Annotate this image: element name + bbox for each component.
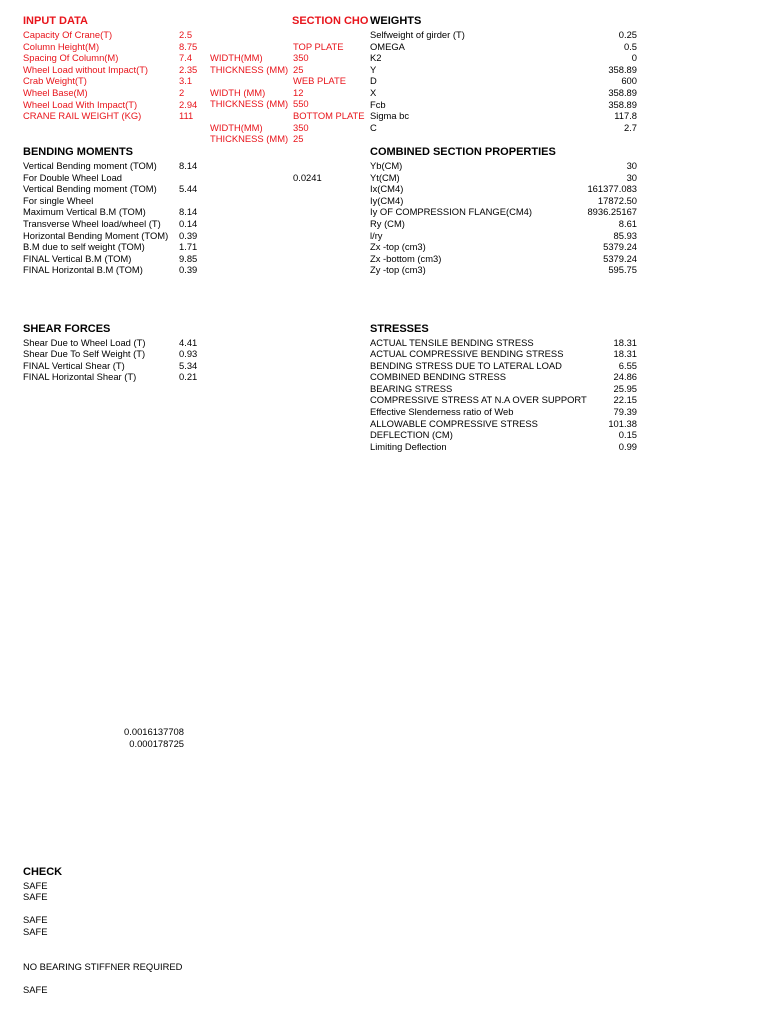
bending-value: 8.14: [179, 206, 198, 218]
stresses-heading: STRESSES: [370, 323, 429, 335]
shear-value: 4.41: [179, 336, 198, 348]
bending-value: 8.14: [179, 160, 198, 171]
combined-section-values: [560, 160, 637, 276]
stress-label: ACTUAL COMPRESSIVE BENDING STRESS: [370, 348, 564, 360]
bending-value: 1.71: [179, 241, 198, 253]
combined-label: Zy -top (cm3): [370, 264, 426, 276]
section-label: WIDTH(MM): [210, 121, 263, 133]
stress-value: 25.95: [613, 382, 637, 394]
stress-value: 0.99: [618, 440, 637, 452]
bending-label: Transverse Wheel load/wheel (T): [23, 217, 161, 229]
combined-label: Ix(CM4): [370, 183, 404, 195]
input-value: 8.75: [179, 40, 198, 52]
shear-value: 0.93: [179, 348, 198, 360]
check-lines: [23, 880, 273, 996]
stress-value: 6.55: [618, 359, 637, 371]
input-label: Capacity Of Crane(T): [23, 29, 113, 40]
combined-value: 161377.083: [587, 183, 637, 195]
stress-value: 22.15: [613, 394, 637, 406]
check-line: [23, 949, 273, 961]
weights-label: Y: [370, 63, 377, 75]
input-data-values: [179, 29, 209, 122]
check-line: [23, 972, 273, 984]
stress-value: 18.31: [613, 336, 637, 348]
bending-value: 9.85: [179, 252, 198, 264]
bending-value: 5.44: [179, 183, 198, 195]
combined-value: 30: [626, 160, 637, 171]
weights-value: 2.7: [623, 121, 637, 133]
section-values: [293, 41, 369, 145]
bending-label: Vertical Bending moment (TOM): [23, 183, 157, 195]
combined-value: 8.61: [618, 217, 637, 229]
stress-label: BEARING STRESS: [370, 382, 453, 394]
section-label: WIDTH (MM): [210, 86, 266, 98]
shear-value: 0.21: [179, 371, 198, 383]
bending-label: Maximum Vertical B.M (TOM): [23, 206, 146, 218]
combined-label: Yt(CM): [370, 171, 400, 183]
input-label: Spacing Of Column(M): [23, 52, 119, 64]
stress-label: ALLOWABLE COMPRESSIVE STRESS: [370, 417, 538, 429]
combined-label: Iy OF COMPRESSION FLANGE(CM4): [370, 206, 532, 218]
section-value: WEB PLATE: [293, 75, 346, 87]
bending-label: Horizontal Bending Moment (TOM): [23, 229, 169, 241]
section-value: 350: [293, 52, 309, 64]
weights-value: 358.89: [608, 63, 637, 75]
weights-value: 117.8: [614, 110, 637, 122]
weights-value: 0.5: [623, 40, 637, 52]
weights-value: 0: [631, 52, 637, 64]
combined-value: 85.93: [613, 229, 637, 241]
bending-side-value: 0.0241: [293, 171, 322, 183]
bending-value: 0.39: [179, 229, 198, 241]
weights-value: 358.89: [608, 86, 637, 98]
section-value: 25: [293, 133, 304, 145]
bending-moments-heading: BENDING MOMENTS: [23, 146, 133, 158]
stress-value: 101.38: [608, 417, 637, 429]
weights-label: Selfweight of girder (T): [370, 29, 465, 40]
combined-value: 5379.24: [603, 241, 637, 253]
bending-label: FINAL Horizontal B.M (TOM): [23, 264, 143, 276]
bending-moments-values: [179, 160, 209, 276]
bending-label: FINAL Vertical B.M (TOM): [23, 252, 132, 264]
input-value: 2.5: [179, 29, 193, 40]
check-line: [23, 903, 273, 915]
weights-label: OMEGA: [370, 40, 405, 52]
combined-section-heading: COMBINED SECTION PROPERTIES: [370, 146, 556, 158]
check-line: SAFE: [23, 891, 48, 903]
input-label: Column Height(M): [23, 40, 100, 52]
section-label: [210, 110, 292, 122]
weights-value: 0.25: [618, 29, 637, 40]
combined-value: 30: [626, 171, 637, 183]
weights-label: X: [370, 86, 377, 98]
weights-heading: WEIGHTS: [370, 15, 422, 27]
input-value: 3.1: [179, 75, 193, 87]
input-label: Wheel Load without Impact(T): [23, 63, 149, 75]
stress-label: Effective Slenderness ratio of Web: [370, 406, 514, 418]
check-line: SAFE: [23, 914, 48, 926]
input-label: Crab Weight(T): [23, 75, 87, 87]
shear-forces-heading: SHEAR FORCES: [23, 323, 111, 335]
section-label: [210, 41, 292, 53]
stress-label: ACTUAL TENSILE BENDING STRESS: [370, 336, 534, 348]
bending-value: 0.14: [179, 217, 198, 229]
combined-section-labels: [370, 160, 560, 276]
combined-value: 8936.25167: [587, 206, 637, 218]
shear-value: 5.34: [179, 359, 198, 371]
section-label: WIDTH(MM): [210, 52, 263, 64]
bending-value: [179, 172, 209, 184]
check-heading: CHECK: [23, 866, 63, 878]
misc-value: 0.0016137708: [124, 726, 184, 737]
weights-label: Sigma bc: [370, 110, 410, 122]
stress-value: 0.15: [618, 429, 637, 441]
section-label: THICKNESS (MM): [210, 133, 289, 145]
combined-label: l/ry: [370, 229, 383, 241]
weights-label: Fcb: [370, 98, 386, 110]
stress-label: COMBINED BENDING STRESS: [370, 371, 506, 383]
bending-label: Vertical Bending moment (TOM): [23, 160, 157, 171]
section-value: BOTTOM PLATE: [293, 110, 365, 122]
input-label: Wheel Load With Impact(T): [23, 98, 138, 110]
stresses-values: [590, 337, 637, 453]
section-heading: SECTION CHO: [292, 15, 369, 27]
input-label: Wheel Base(M): [23, 86, 88, 98]
weights-labels: [370, 29, 560, 133]
stress-value: 24.86: [613, 371, 637, 383]
input-value: 2.35: [179, 63, 198, 75]
bending-label: For single Wheel: [23, 194, 94, 206]
bending-value: [179, 195, 209, 207]
combined-label: Ry (CM): [370, 217, 405, 229]
input-label: CRANE RAIL WEIGHT (KG): [23, 110, 142, 122]
check-line: SAFE: [23, 925, 48, 937]
weights-value: 600: [621, 75, 637, 87]
section-label: THICKNESS (MM): [210, 98, 289, 110]
bending-label: For Double Wheel Load: [23, 171, 123, 183]
weights-label: C: [370, 121, 377, 133]
check-line: NO BEARING STIFFNER REQUIRED: [23, 960, 183, 972]
bending-label: B.M due to self weight (TOM): [23, 241, 145, 253]
input-value: 2.94: [179, 98, 198, 110]
section-value: 25: [293, 63, 304, 75]
shear-forces-labels: [23, 337, 178, 383]
input-data-heading: INPUT DATA: [23, 15, 88, 27]
combined-label: Zx -top (cm3): [370, 241, 426, 253]
stresses-labels: [370, 337, 590, 453]
check-line: SAFE: [23, 983, 48, 995]
section-value: TOP PLATE: [293, 40, 344, 52]
misc-values: [100, 726, 184, 749]
bending-moments-labels: [23, 160, 178, 276]
misc-value: 0.000178725: [129, 737, 184, 749]
weights-label: D: [370, 75, 377, 87]
stress-label: BENDING STRESS DUE TO LATERAL LOAD: [370, 359, 562, 371]
check-line: [23, 937, 273, 949]
section-value: 350: [293, 121, 309, 133]
stress-label: Limiting Deflection: [370, 440, 447, 452]
stress-value: 79.39: [613, 406, 637, 418]
combined-value: 595.75: [608, 264, 637, 276]
section-label: THICKNESS (MM): [210, 63, 289, 75]
weights-value: 358.89: [608, 98, 637, 110]
input-value: 111: [179, 110, 194, 122]
section-labels: [210, 41, 292, 145]
shear-forces-values: [179, 337, 209, 383]
stress-value: 18.31: [613, 348, 637, 360]
combined-label: Yb(CM): [370, 160, 403, 171]
check-line: SAFE: [23, 879, 48, 891]
combined-value: 17872.50: [597, 194, 637, 206]
shear-label: Shear Due to Wheel Load (T): [23, 336, 146, 348]
section-value: 12: [293, 86, 304, 98]
input-value: 2: [179, 86, 185, 98]
section-value: 550: [293, 98, 309, 110]
weights-label: K2: [370, 52, 382, 64]
weights-values: [560, 29, 637, 133]
combined-label: Iy(CM4): [370, 194, 404, 206]
bending-value: 0.39: [179, 264, 198, 276]
stress-label: DEFLECTION (CM): [370, 429, 453, 441]
input-value: 7.4: [179, 52, 193, 64]
shear-label: FINAL Horizontal Shear (T): [23, 371, 137, 383]
combined-label: Zx -bottom (cm3): [370, 252, 442, 264]
shear-label: FINAL Vertical Shear (T): [23, 359, 125, 371]
input-data-labels: [23, 29, 178, 122]
shear-label: Shear Due To Self Weight (T): [23, 348, 146, 360]
stress-label: COMPRESSIVE STRESS AT N.A OVER SUPPORT: [370, 394, 587, 406]
combined-value: 5379.24: [603, 252, 637, 264]
section-label: [210, 75, 292, 87]
